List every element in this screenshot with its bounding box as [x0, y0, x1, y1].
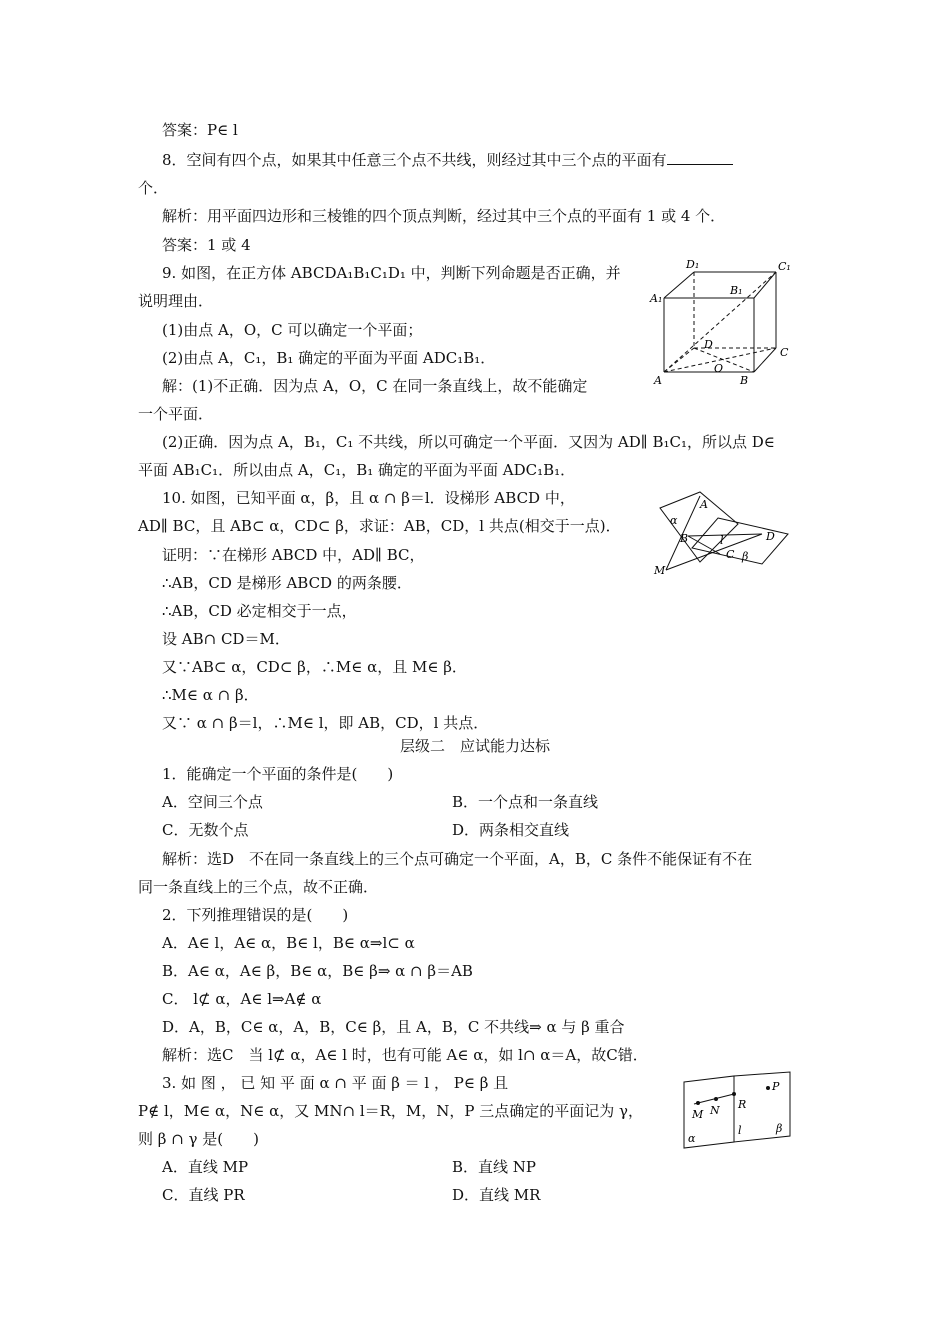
mc2-option-b[interactable]: B．A∈ α，A∈ β，B∈ α，B∈ β⇒ α ∩ β＝AB — [162, 962, 473, 980]
mc-question-2: 2．下列推理错误的是( ) — [162, 906, 349, 924]
label-l: l — [738, 1124, 742, 1137]
point-P — [766, 1086, 770, 1090]
solution-8: 解析：用平面四边形和三棱锥的四个顶点判断，经过其中三个点的平面有 1 或 4 个． — [162, 207, 726, 225]
proof-10-step1: 证明：∵在梯形 ABCD 中，AD∥ BC， — [162, 546, 425, 564]
label-alpha: α — [670, 514, 678, 527]
label-A: A — [654, 374, 662, 387]
label-beta: β — [742, 550, 749, 563]
question-9-part2: (2)由点 A，C₁，B₁ 确定的平面为平面 ADC₁B₁． — [162, 349, 496, 367]
planes-figure — [652, 488, 800, 578]
label-N: N — [710, 1104, 720, 1117]
label-C1: C₁ — [778, 260, 791, 273]
question-10-cont: AD∥ BC，且 AB⊂ α，CD⊂ β，求证：AB，CD，l 共点(相交于一点)． — [138, 517, 621, 535]
question-9: 9. 如图，在正方体 ABCDA₁B₁C₁D₁ 中，判断下列命题是否正确，并 — [162, 264, 621, 282]
mc3-option-c[interactable]: C．直线 PR — [162, 1186, 245, 1204]
solution-9-part1: 解：(1)不正确．因为点 A，O，C 在同一条直线上，故不能确定 — [162, 377, 588, 395]
cube-figure — [648, 256, 798, 394]
answer-blank[interactable] — [667, 150, 733, 165]
question-9-part1: (1)由点 A，O，C 可以确定一个平面； — [162, 321, 423, 339]
planes3-figure — [680, 1070, 796, 1150]
label-A: A — [700, 498, 708, 511]
mc3-option-d[interactable]: D．直线 MR — [452, 1186, 541, 1204]
mc1-option-b[interactable]: B．一个点和一条直线 — [452, 793, 599, 811]
answer-8: 答案：1 或 4 — [162, 236, 251, 254]
label-B: B — [680, 532, 689, 545]
section-heading: 层级二 应试能力达标 — [399, 737, 550, 755]
label-M: M — [654, 564, 666, 577]
point-M — [696, 1101, 700, 1105]
proof-10-step7: 又∵ α ∩ β＝l，∴M∈ l，即 AB，CD，l 共点． — [162, 714, 489, 732]
label-A1: A₁ — [650, 292, 663, 305]
mc2-solution: 解析：选C 当 l⊄ α，A∈ l 时，也有可能 A∈ α，如 l∩ α＝A，故C错． — [162, 1046, 648, 1064]
proof-10-step3: ∴AB，CD 必定相交于一点， — [162, 602, 357, 620]
mc2-option-a[interactable]: A．A∈ l，A∈ α，B∈ l，B∈ α⇒l⊂ α — [162, 934, 415, 952]
question-9-cont: 说明理由． — [138, 292, 214, 310]
proof-10-step5: 又∵AB⊂ α，CD⊂ β，∴M∈ α，且 M∈ β． — [162, 658, 467, 676]
point-N — [714, 1097, 718, 1101]
mc-question-3-cont2: 则 β ∩ γ 是( ) — [138, 1130, 259, 1148]
question-8: 8．空间有四个点，如果其中任意三个点不共线，则经过其中三个点的平面有 — [162, 150, 733, 170]
question-10: 10. 如图，已知平面 α，β，且 α ∩ β＝l．设梯形 ABCD 中， — [162, 489, 575, 507]
answer-7: 答案：P∈ l — [162, 121, 238, 139]
label-M: M — [692, 1108, 704, 1121]
solution-9-part1-cont: 一个平面． — [138, 405, 214, 423]
proof-10-step2: ∴AB，CD 是梯形 ABCD 的两条腰． — [162, 574, 412, 592]
label-l: l — [720, 534, 724, 547]
label-P: P — [772, 1080, 780, 1093]
mc1-option-d[interactable]: D．两条相交直线 — [452, 821, 570, 839]
point-R — [732, 1092, 736, 1096]
mc-question-1: 1．能确定一个平面的条件是( ) — [162, 765, 394, 783]
solution-9-part2: (2)正确．因为点 A，B₁，C₁ 不共线，所以可确定一个平面．又因为 AD∥ B₁C₁，所以点 D∈ — [162, 433, 775, 451]
label-C: C — [780, 346, 789, 359]
mc3-option-b[interactable]: B．直线 NP — [452, 1158, 537, 1176]
mc1-option-a[interactable]: A．空间三个点 — [162, 793, 263, 811]
proof-10-step6: ∴M∈ α ∩ β． — [162, 686, 259, 704]
label-B1: B₁ — [730, 284, 743, 297]
label-D: D — [704, 338, 713, 351]
label-R: R — [738, 1098, 747, 1111]
mc2-option-c[interactable]: C． l⊄ α，A∈ l⇒A∉ α — [162, 990, 322, 1008]
mc1-option-c[interactable]: C．无数个点 — [162, 821, 249, 839]
mc-question-3: 3. 如 图 ， 已 知 平 面 α ∩ 平 面 β ＝ l ， P∈ β 且 — [162, 1074, 509, 1092]
label-alpha: α — [688, 1132, 696, 1145]
mc3-option-a[interactable]: A．直线 MP — [162, 1158, 249, 1176]
label-D: D — [766, 530, 775, 543]
label-D1: D₁ — [686, 258, 700, 271]
solution-9-part2-cont: 平面 AB₁C₁．所以由点 A，C₁，B₁ 确定的平面为平面 ADC₁B₁． — [138, 461, 576, 479]
label-C: C — [726, 548, 735, 561]
mc1-solution-cont: 同一条直线上的三个点，故不正确． — [138, 878, 379, 896]
mc2-option-d[interactable]: D．A，B，C∈ α，A，B，C∈ β，且 A，B，C 不共线⇒ α 与 β 重合 — [162, 1018, 625, 1036]
label-beta: β — [776, 1122, 783, 1135]
label-B: B — [740, 374, 749, 387]
proof-10-step4: 设 AB∩ CD＝M． — [162, 630, 290, 648]
question-8-cont: 个． — [138, 179, 169, 197]
mc-question-3-cont: P∉ l，M∈ α，N∈ α，又 MN∩ l＝R，M，N，P 三点确定的平面记为 γ， — [138, 1102, 644, 1120]
mc1-solution: 解析：选D 不在同一条直线上的三个点可确定一个平面，A，B，C 条件不能保证有不在 — [162, 850, 753, 868]
label-O: O — [714, 362, 724, 375]
